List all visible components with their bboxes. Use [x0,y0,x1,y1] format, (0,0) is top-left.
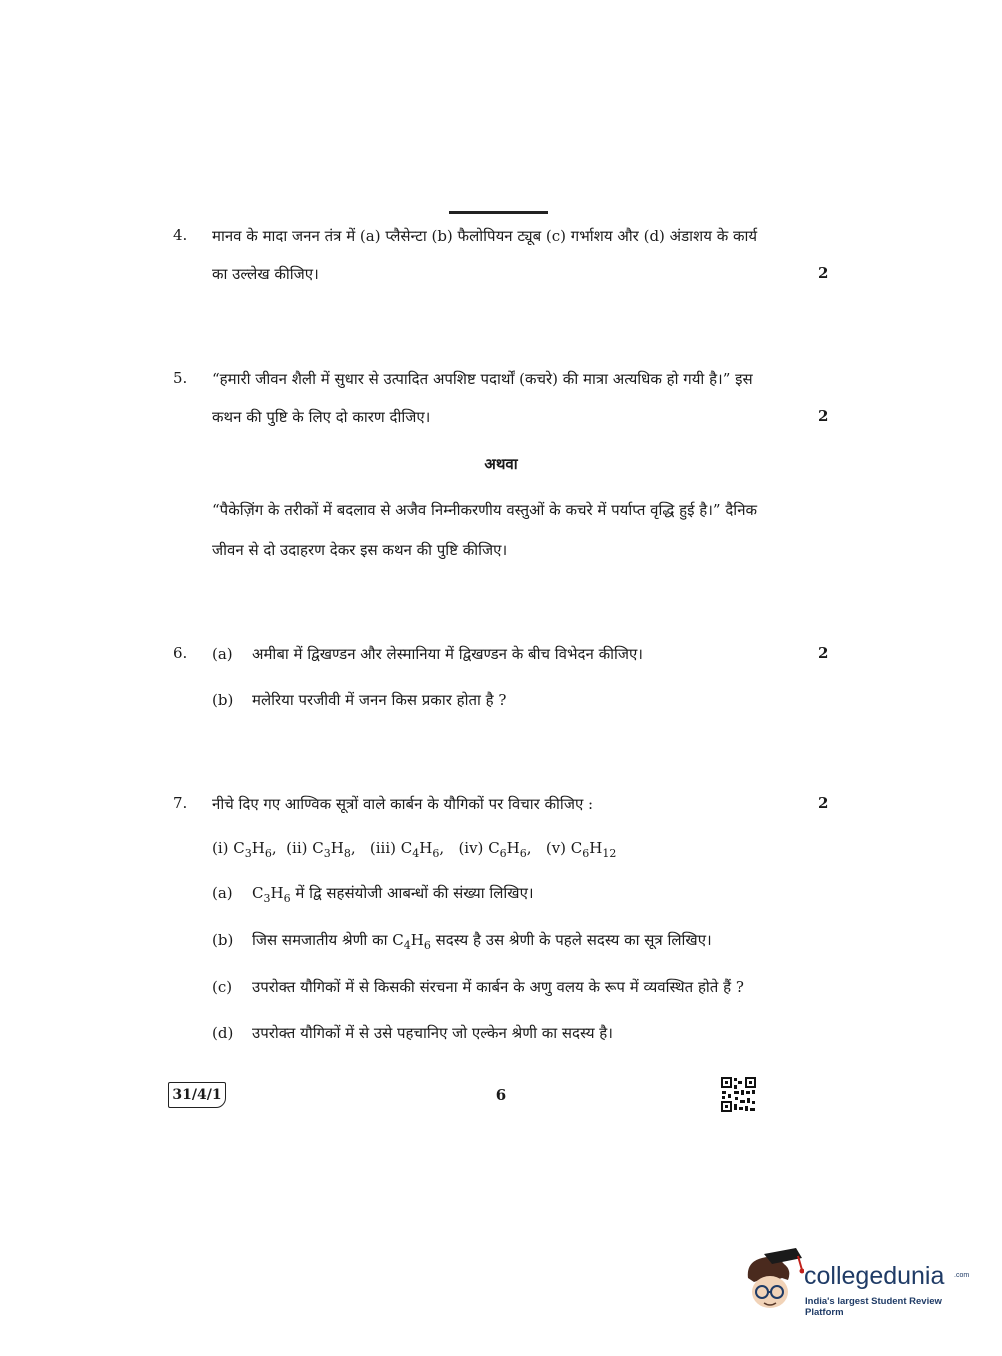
q7-c-label: (c) [212,978,233,996]
collegedunia-logo [742,1248,972,1318]
q7-a-label: (a) [212,884,233,902]
q7-number: 7. [173,794,188,812]
q7-part-a: (a) $C_3H_6$ में द्वि सहसंयोजी आबन्धों की संख्या लिखिए। [212,884,534,905]
q7-a-text: में द्वि सहसंयोजी आबन्धों की संख्या लिखिए। [295,884,534,902]
q4-text-line2: का उल्लेख कीजिए। [212,265,319,283]
q6-b-label: (b) [212,691,234,709]
formula-label: (v) [545,839,567,857]
q6-part-a [212,644,643,664]
q7-part-d [212,1023,613,1043]
formula-label: (iii) [369,839,397,857]
q7-intro: नीचे दिए गए आण्विक सूत्रों वाले कार्बन के यौगिकों पर विचार कीजिए : [212,795,594,813]
formula-label: (i) [212,839,229,857]
q7-d-text: उपरोक्त यौगिकों में से उसे पहचानिए जो एल्केन श्रेणी का सदस्य है। [252,1024,613,1042]
q6-b-text: मलेरिया परजीवी में जनन किस प्रकार होता है ? [252,691,507,709]
q7-b-label: (b) [212,931,234,949]
qr-code-icon [720,1076,757,1113]
q7-part-c [212,977,744,997]
q6-marks: 2 [818,644,829,662]
logo-com: .com [954,1272,970,1279]
formula-label: (iv) [458,839,484,857]
q6-a-text: अमीबा में द्विखण्डन और लेस्मानिया में द्विखण्डन के बीच विभेदन कीजिए। [252,645,643,663]
q6-part-b [212,690,506,710]
q5-marks: 2 [818,407,829,425]
q5-text-line2: कथन की पुष्टि के लिए दो कारण दीजिए। [212,408,431,426]
q6-number: 6. [173,644,188,662]
q4-text-line1: मानव के मादा जनन तंत्र में (a) प्लैसेन्टा (b) फैलोपियन ट्यूब (c) गर्भाशय और (d) अंडाशय के कार्य [212,227,758,245]
q7-d-label: (d) [212,1024,234,1042]
formula-label: (ii) [286,839,308,857]
q5-or-label: अथवा [484,455,518,473]
mascot-icon [742,1248,804,1314]
q5-alt-line2: जीवन से दो उदाहरण देकर इस कथन की पुष्टि कीजिए। [212,541,508,559]
q7-b-text1: जिस समजातीय श्रेणी का [252,931,388,949]
page-number: 6 [495,1086,507,1104]
q4-marks: 2 [818,264,829,282]
q5-alt-line1: “पैकेज़िंग के तरीकों में बदलाव से अजैव निम्नीकरणीय वस्तुओं के कचरे में पर्याप्त वृद्धि हुई है।” दैनिक [212,501,758,519]
q5-text-line1: “हमारी जीवन शैली में सुधार से उत्पादित अपशिष्ट पदार्थों (कचरे) की मात्रा अत्यधिक हो गयी है।” इस [212,370,753,388]
paper-code: 31/4/1 [168,1082,226,1108]
q7-c-text: उपरोक्त यौगिकों में से किसकी संरचना में कार्बन के अणु वलय के रूप में व्यवस्थित होते हैं ? [252,978,744,996]
q7-formula-list: (i) $C_3H_6$, (ii) $C_3H_8$, (iii) $C_4H_6$, (iv) $C_6H_6$, (v) $C_6H_{12}$ [212,839,617,860]
q7-b-text2: सदस्य है उस श्रेणी के पहले सदस्य का सूत्र लिखिए। [435,931,712,949]
q4-number: 4. [173,226,188,244]
q7-marks: 2 [818,794,829,812]
q7-part-b: (b) जिस समजातीय श्रेणी का $C_4H_6$ सदस्य है उस श्रेणी के पहले सदस्य का सूत्र लिखिए। [212,931,712,952]
logo-brand: collegedunia [804,1262,945,1290]
q6-a-label: (a) [212,645,233,663]
q5-number: 5. [173,369,188,387]
logo-tagline: India's largest Student Review Platform [805,1296,942,1318]
top-rule [449,211,548,214]
